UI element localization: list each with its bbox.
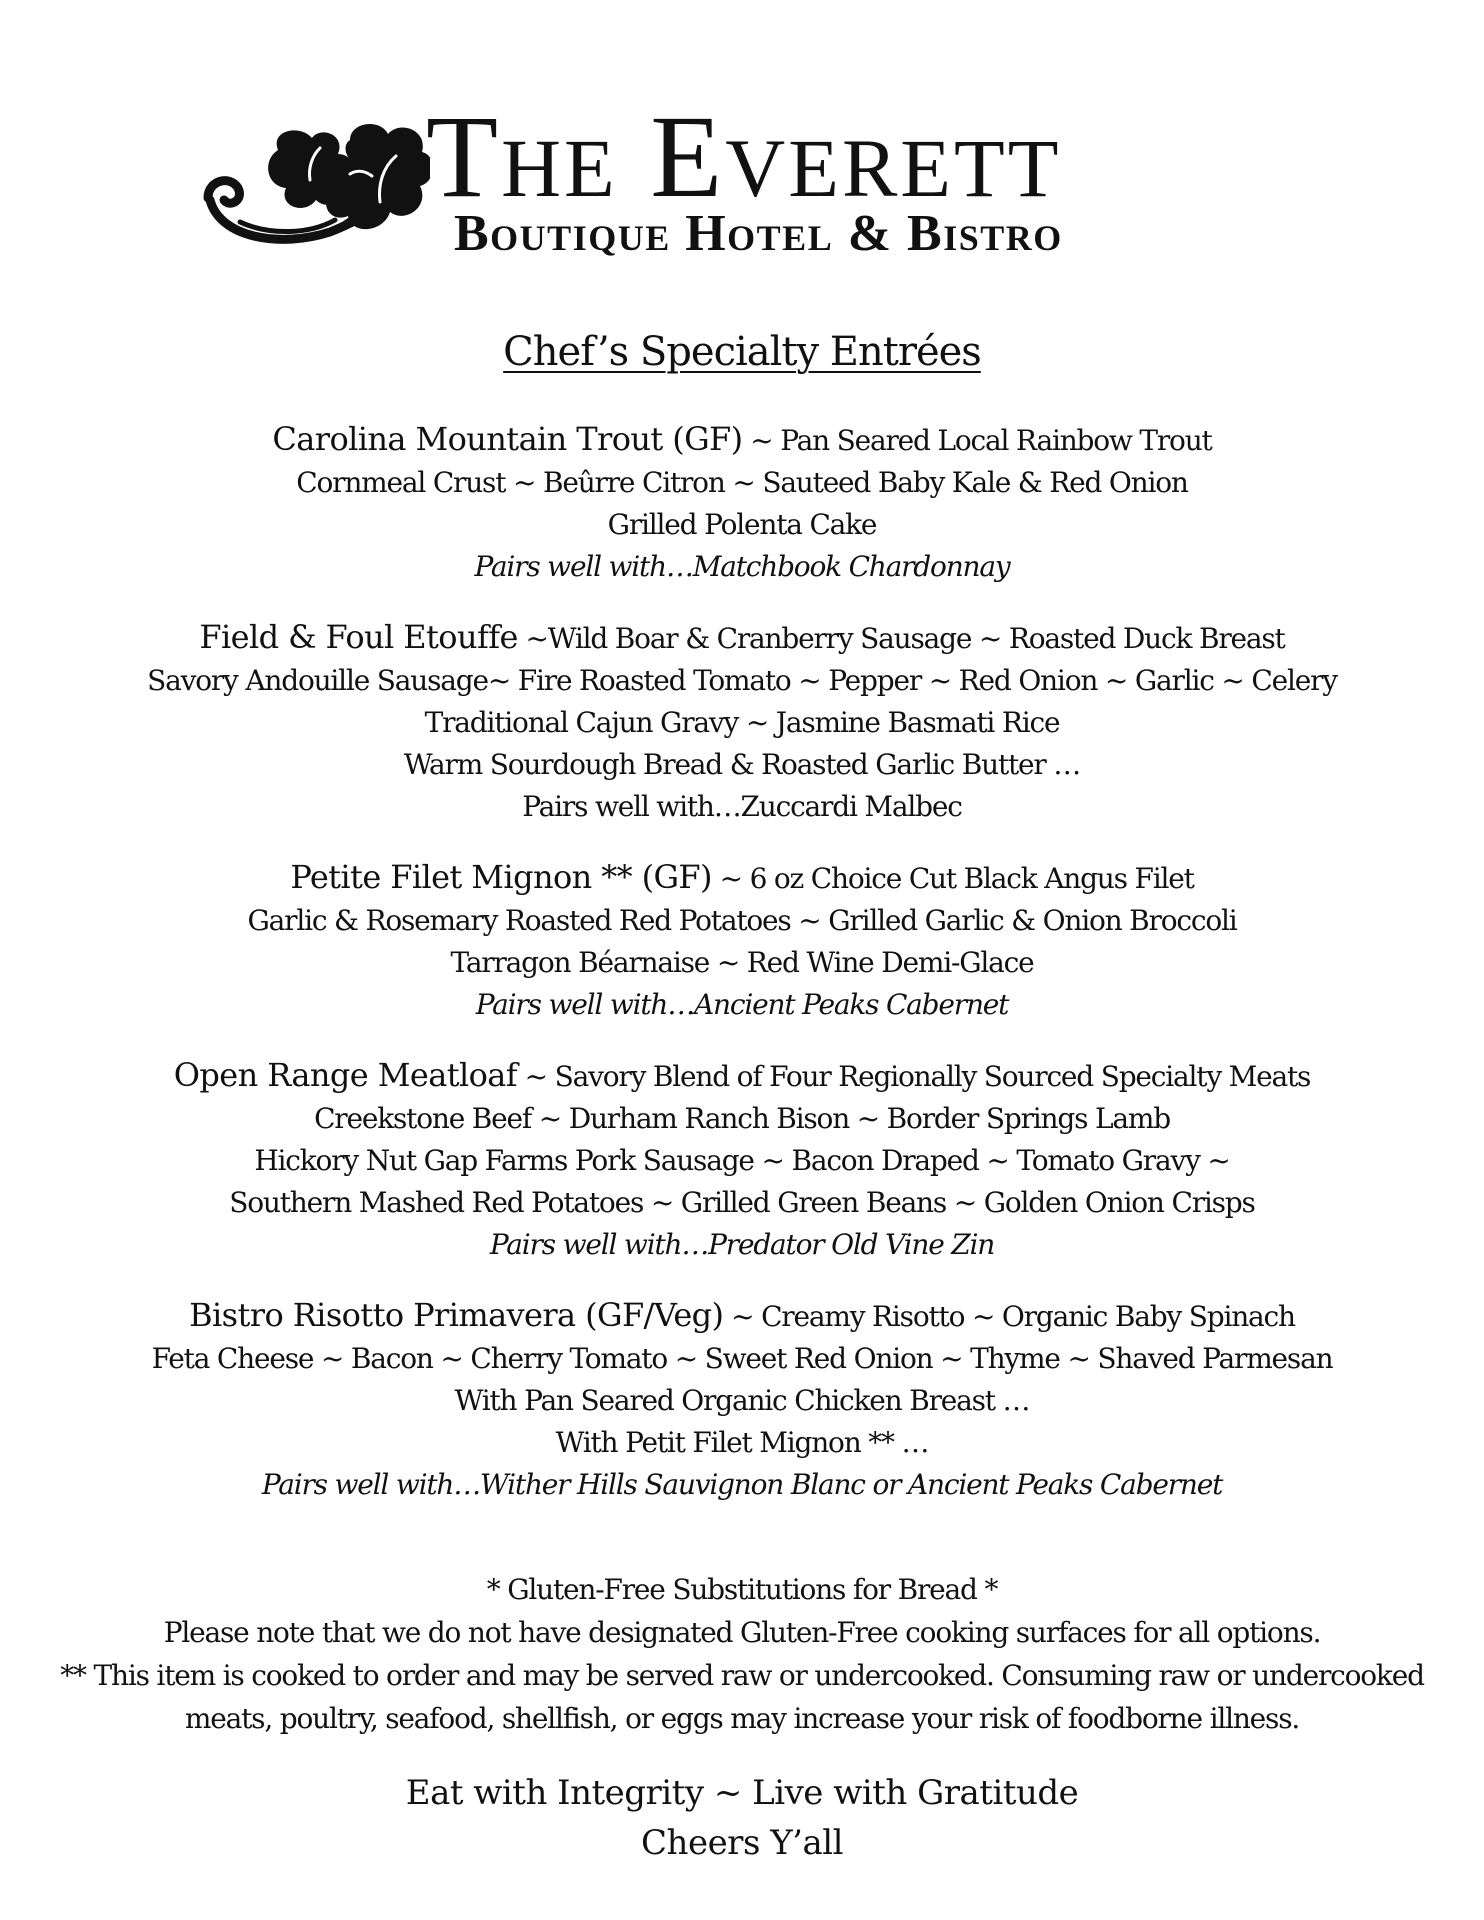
entree-title-line (0, 856, 1484, 900)
entree-list (0, 418, 1484, 1534)
entree-first-desc: ~Wild Boar & Cranberry Sausage ~ Roasted Duck Breast (517, 622, 1285, 655)
cooking-surfaces-note: Please note that we do not have designated Gluten-Free cooking surfaces for all options. (163, 1616, 1321, 1649)
entree-desc-line: Garlic & Rosemary Roasted Red Potatoes ~ Grilled Garlic & Onion Broccoli (247, 904, 1237, 937)
entree-first-desc: ~ Savory Blend of Four Regionally Sourced Specialty Meats (516, 1060, 1311, 1093)
menu-heading: Chef’s Specialty Entrées (503, 329, 981, 375)
raw-warning-line-1: ** This item is cooked to order and may be served raw or undercooked. Consuming raw or undercooked (60, 1659, 1424, 1692)
entree-desc-line: Cornmeal Crust ~ Beûrre Citron ~ Sauteed Baby Kale & Red Onion (296, 466, 1188, 499)
entree-open-range-meatloaf (0, 1054, 1484, 1266)
raw-warning-line-2: meats, poultry, seafood, shellfish, or eggs may increase your risk of foodborne illness. (184, 1702, 1300, 1735)
entree-desc-line: Warm Sourdough Bread & Roasted Garlic Butter … (403, 748, 1081, 781)
entree-first-desc: ~ Pan Seared Local Rainbow Trout (742, 424, 1212, 457)
entree-title-line (0, 1054, 1484, 1098)
entree-desc-line: Southern Mashed Red Potatoes ~ Grilled Green Beans ~ Golden Onion Crisps (229, 1186, 1255, 1219)
hotel-logo (200, 91, 1210, 270)
entree-first-desc: ~ 6 oz Choice Cut Black Angus Filet (711, 862, 1194, 895)
entree-title-line (0, 418, 1484, 462)
hotel-name: The Everett (426, 91, 1062, 222)
entree-pairing: Pairs well with…Matchbook Chardonnay (474, 550, 1010, 583)
entree-desc-line: Hickory Nut Gap Farms Pork Sausage ~ Bacon Draped ~ Tomato Gravy ~ (254, 1144, 1230, 1177)
entree-name: Open Range Meatloaf (173, 1056, 517, 1094)
motto-line: Eat with Integrity ~ Live with Gratitude (405, 1773, 1079, 1813)
hotel-subtitle: Boutique Hotel & Bistro (454, 205, 1063, 262)
entree-desc-line: With Petit Filet Mignon ** … (555, 1426, 929, 1459)
entree-desc-line: Creekstone Beef ~ Durham Ranch Bison ~ Border Springs Lamb (314, 1102, 1170, 1135)
entree-name: Bistro Risotto Primavera (GF/Veg) (189, 1296, 724, 1334)
entree-name: Petite Filet Mignon ** (GF) (290, 858, 712, 896)
entree-pairing: Pairs well with…Predator Old Vine Zin (489, 1228, 995, 1261)
entree-pairing: Pairs well with…Zuccardi Malbec (522, 790, 962, 823)
entree-pairing: Pairs well with…Wither Hills Sauvignon Blanc or Ancient Peaks Cabernet (261, 1468, 1223, 1501)
entree-desc-line: With Pan Seared Organic Chicken Breast … (454, 1384, 1030, 1417)
entree-title-line (0, 616, 1484, 660)
entree-desc-line: Grilled Polenta Cake (607, 508, 877, 541)
entree-desc-line: Traditional Cajun Gravy ~ Jasmine Basmati Rice (424, 706, 1060, 739)
entree-petite-filet-mignon (0, 856, 1484, 1026)
entree-first-desc: ~ Creamy Risotto ~ Organic Baby Spinach (723, 1300, 1295, 1333)
dietary-notes (0, 1568, 1484, 1740)
entree-carolina-mountain-trout (0, 418, 1484, 588)
entree-name: Carolina Mountain Trout (GF) (272, 420, 743, 458)
signoff-line: Cheers Y’all (641, 1823, 843, 1863)
gluten-free-note: * Gluten-Free Substitutions for Bread * (486, 1573, 998, 1606)
entree-desc-line: Savory Andouille Sausage~ Fire Roasted Tomato ~ Pepper ~ Red Onion ~ Garlic ~ Celery (147, 664, 1337, 697)
entree-title-line (0, 1294, 1484, 1338)
entree-pairing: Pairs well with…Ancient Peaks Cabernet (475, 988, 1009, 1021)
entree-desc-line: Feta Cheese ~ Bacon ~ Cherry Tomato ~ Sweet Red Onion ~ Thyme ~ Shaved Parmesan (151, 1342, 1333, 1375)
entree-bistro-risotto-primavera (0, 1294, 1484, 1506)
grape-leaf-swirl-icon (200, 120, 430, 255)
entree-field-foul-etouffe (0, 616, 1484, 828)
closing-motto (0, 1768, 1484, 1868)
entree-desc-line: Tarragon Béarnaise ~ Red Wine Demi-Glace (450, 946, 1034, 979)
entree-name: Field & Foul Etouffe (199, 618, 518, 656)
